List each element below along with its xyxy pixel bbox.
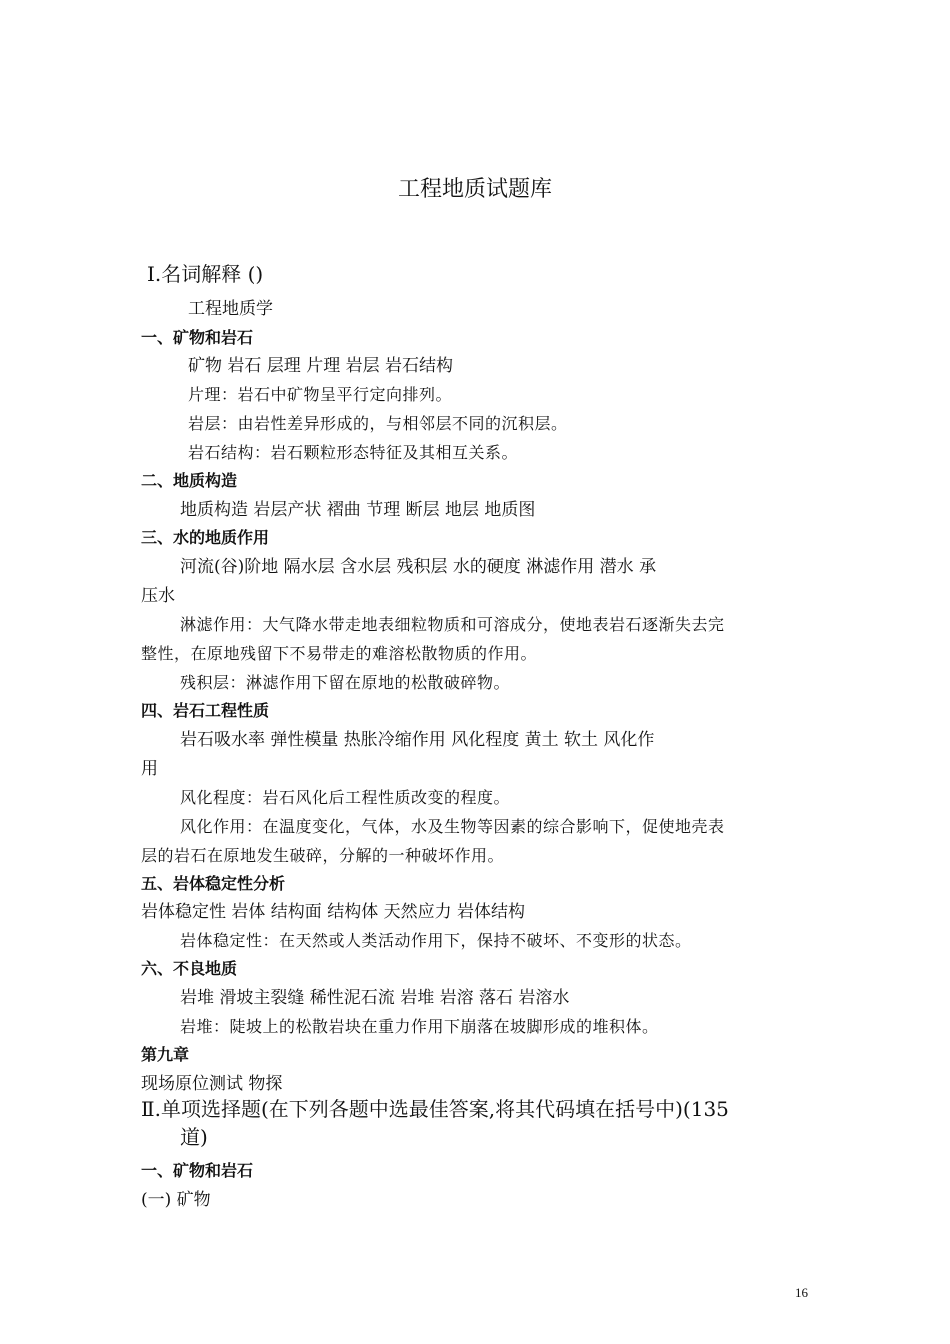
section-6-definition: 岩堆：陡坡上的松散岩块在重力作用下崩落在坡脚形成的堆积体。 bbox=[180, 1017, 659, 1036]
section-2-heading: 二、地质构造 bbox=[141, 471, 238, 490]
section-3-definition: 整性，在原地残留下不易带走的难溶松散物质的作用。 bbox=[141, 644, 538, 663]
section-5-definition: 岩体稳定性：在天然或人类活动作用下，保持不破坏、不变形的状态。 bbox=[180, 931, 692, 950]
document-title: 工程地质试题库 bbox=[397, 177, 552, 202]
section-6-heading: 六、不良地质 bbox=[141, 959, 238, 978]
section-1-heading: 一、矿物和岩石 bbox=[141, 328, 254, 347]
section-1-definition: 岩石结构：岩石颗粒形态特征及其相互关系。 bbox=[188, 443, 519, 462]
section-1-definition: 片理：岩石中矿物呈平行定向排列。 bbox=[188, 385, 453, 404]
chapter-9-heading: 第九章 bbox=[141, 1045, 190, 1064]
section-5-terms: 岩体稳定性 岩体 结构面 结构体 天然应力 岩体结构 bbox=[141, 902, 526, 922]
section-4-terms: 岩石吸水率 弹性模量 热胀冷缩作用 风化程度 黄土 软土 风化作 bbox=[180, 730, 655, 750]
section-3-terms: 压水 bbox=[141, 586, 175, 606]
section-1-terms: 矿物 岩石 层理 片理 岩层 岩石结构 bbox=[188, 356, 454, 376]
section-2-terms: 地质构造 岩层产状 褶曲 节理 断层 地层 地质图 bbox=[180, 500, 536, 520]
section-4-heading: 四、岩石工程性质 bbox=[141, 701, 270, 720]
section-4-definition: 风化程度：岩石风化后工程性质改变的程度。 bbox=[180, 788, 511, 807]
part2-section-1-heading: 一、矿物和岩石 bbox=[141, 1161, 254, 1180]
part1-intro: 工程地质学 bbox=[188, 299, 273, 319]
section-4-definition: 层的岩石在原地发生破碎，分解的一种破坏作用。 bbox=[141, 846, 505, 865]
part2-heading: 道) bbox=[180, 1125, 208, 1149]
section-5-heading: 五、岩体稳定性分析 bbox=[141, 874, 286, 893]
section-4-definition: 风化作用：在温度变化，气体，水及生物等因素的综合影响下，促使地壳表 bbox=[180, 817, 725, 836]
section-4-terms: 用 bbox=[141, 759, 158, 779]
page-number: 16 bbox=[795, 1285, 808, 1300]
section-1-definition: 岩层：由岩性差异形成的，与相邻层不同的沉积层。 bbox=[188, 414, 568, 433]
section-3-terms: 河流(谷)阶地 隔水层 含水层 残积层 水的硬度 淋滤作用 潜水 承 bbox=[180, 557, 657, 577]
part2-subsection-heading: (一) 矿物 bbox=[141, 1190, 211, 1210]
chapter-9-terms: 现场原位测试 物探 bbox=[141, 1074, 283, 1094]
part2-heading: Ⅱ.单项选择题(在下列各题中选最佳答案,将其代码填在括号中)(135 bbox=[141, 1097, 729, 1121]
section-3-definition: 淋滤作用：大气降水带走地表细粒物质和可溶成分，使地表岩石逐渐失去完 bbox=[180, 615, 725, 634]
part1-heading: Ⅰ.名词解释 () bbox=[147, 262, 264, 286]
section-3-heading: 三、水的地质作用 bbox=[141, 528, 270, 547]
section-3-definition: 残积层：淋滤作用下留在原地的松散破碎物。 bbox=[180, 673, 511, 692]
section-6-terms: 岩堆 滑坡主裂缝 稀性泥石流 岩堆 岩溶 落石 岩溶水 bbox=[180, 988, 570, 1008]
